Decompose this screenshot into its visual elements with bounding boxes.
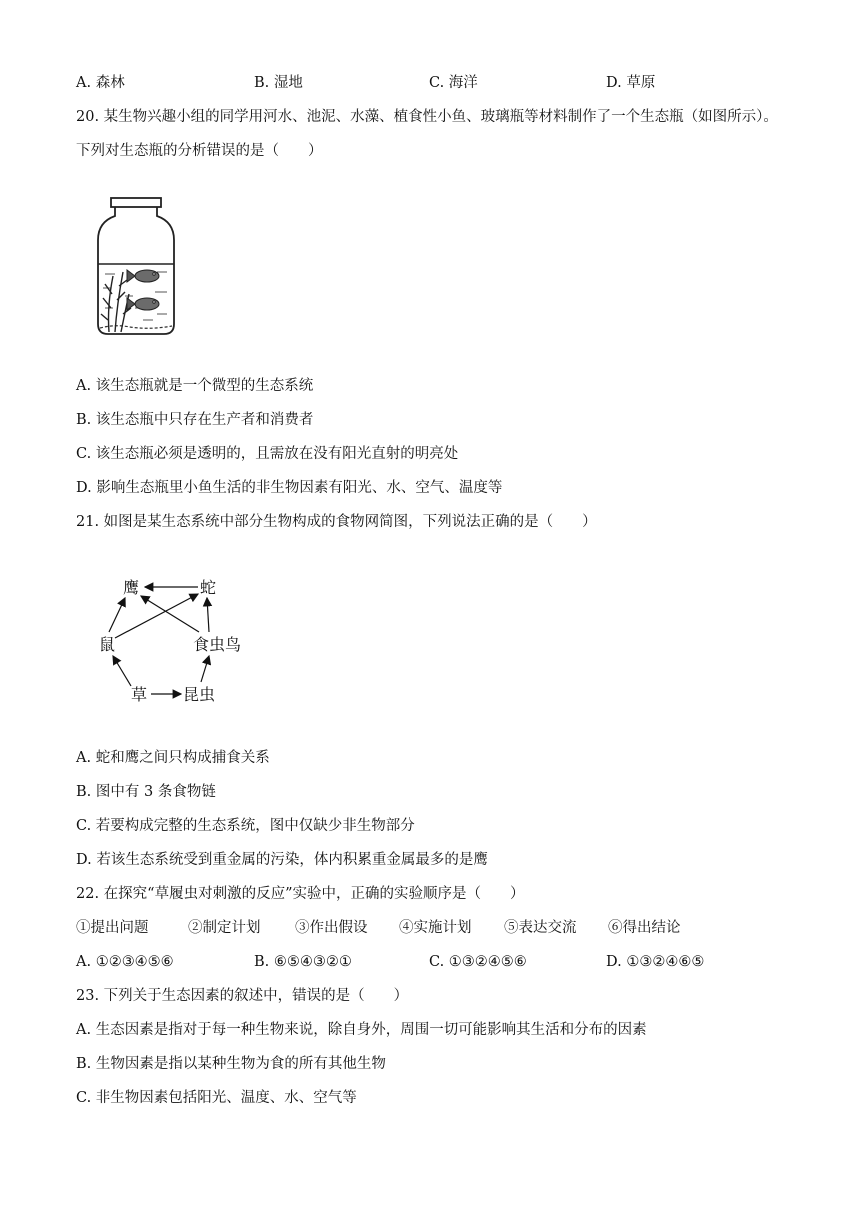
q23-stem: 23. 下列关于生态因素的叙述中，错误的是（ ） xyxy=(76,988,409,1004)
q23-option-a: A. 生态因素是指对于每一种生物来说，除自身外，周围一切可能影响其生活和分布的因素 xyxy=(76,1022,647,1038)
arrow-mouse-snake xyxy=(115,594,198,638)
q19-option-a: A. 森林 xyxy=(76,75,125,91)
arrow-mouse-hawk xyxy=(109,598,125,632)
q22-steps xyxy=(76,918,796,938)
q22-option-c: C. ①③②④⑤⑥ xyxy=(429,954,527,970)
fish-icon xyxy=(127,270,159,282)
q22-step-2: ②制定计划 xyxy=(188,920,261,936)
node-snake: 蛇 xyxy=(200,578,217,597)
q20-option-a: A. 该生态瓶就是一个微型的生态系统 xyxy=(76,378,314,394)
q21-option-a: A. 蛇和鹰之间只构成捕食关系 xyxy=(76,750,270,766)
q22-option-a: A. ①②③④⑤⑥ xyxy=(76,954,174,970)
arrow-insect-bird xyxy=(201,656,209,682)
q23-option-c: C. 非生物因素包括阳光、温度、水、空气等 xyxy=(76,1090,357,1106)
q21-stem: 21. 如图是某生态系统中部分生物构成的食物网简图，下列说法正确的是（ ） xyxy=(76,514,597,530)
node-insect: 昆虫 xyxy=(183,685,216,704)
q20-stem-line2: 下列对生态瓶的分析错误的是（ ） xyxy=(76,143,323,159)
q22-options xyxy=(76,952,796,972)
q22-step-6: ⑥得出结论 xyxy=(608,920,681,936)
q21-option-d: D. 若该生态系统受到重金属的污染，体内积累重金属最多的是鹰 xyxy=(76,852,488,868)
ecobottle-figure xyxy=(95,196,185,338)
q23-option-b: B. 生物因素是指以某种生物为食的所有其他生物 xyxy=(76,1056,386,1072)
q22-stem: 22. 在探究“草履虫对刺激的反应”实验中，正确的实验顺序是（ ） xyxy=(76,886,525,902)
node-mouse: 鼠 xyxy=(99,635,116,654)
q22-option-b: B. ⑥⑤④③②① xyxy=(254,954,352,970)
q21-option-b: B. 图中有 3 条食物链 xyxy=(76,784,216,800)
q22-step-5: ⑤表达交流 xyxy=(504,920,577,936)
node-hawk: 鹰 xyxy=(123,578,140,597)
q20-option-d: D. 影响生态瓶里小鱼生活的非生物因素有阳光、水、空气、温度等 xyxy=(76,480,503,496)
food-web-figure xyxy=(95,568,255,710)
q20-option-c: C. 该生态瓶必须是透明的，且需放在没有阳光直射的明亮处 xyxy=(76,446,459,462)
arrow-grass-mouse xyxy=(113,656,131,686)
q22-step-3: ③作出假设 xyxy=(295,920,368,936)
q20-option-b: B. 该生态瓶中只存在生产者和消费者 xyxy=(76,412,314,428)
q20-stem-line1: 20. 某生物兴趣小组的同学用河水、池泥、水藻、植食性小鱼、玻璃瓶等材料制作了一个生态瓶（如图所示）。 xyxy=(76,109,778,125)
fish-icon xyxy=(127,298,159,310)
q19-option-b: B. 湿地 xyxy=(254,75,303,91)
arrow-bird-snake xyxy=(207,598,209,632)
q19-option-c: C. 海洋 xyxy=(429,75,478,91)
node-grass: 草 xyxy=(131,685,148,704)
bottle-mud xyxy=(100,326,172,329)
q21-option-c: C. 若要构成完整的生态系统，图中仅缺少非生物部分 xyxy=(76,818,415,834)
arrow-bird-hawk xyxy=(141,596,199,632)
bottle-cap xyxy=(111,198,161,207)
q22-option-d: D. ①③②④⑥⑤ xyxy=(606,954,705,970)
bottle-outline xyxy=(98,207,174,334)
q19-options xyxy=(76,73,796,93)
q22-step-4: ④实施计划 xyxy=(399,920,472,936)
node-bird: 食虫鸟 xyxy=(193,635,242,654)
q19-option-d: D. 草原 xyxy=(606,75,656,91)
q22-step-1: ①提出问题 xyxy=(76,920,149,936)
